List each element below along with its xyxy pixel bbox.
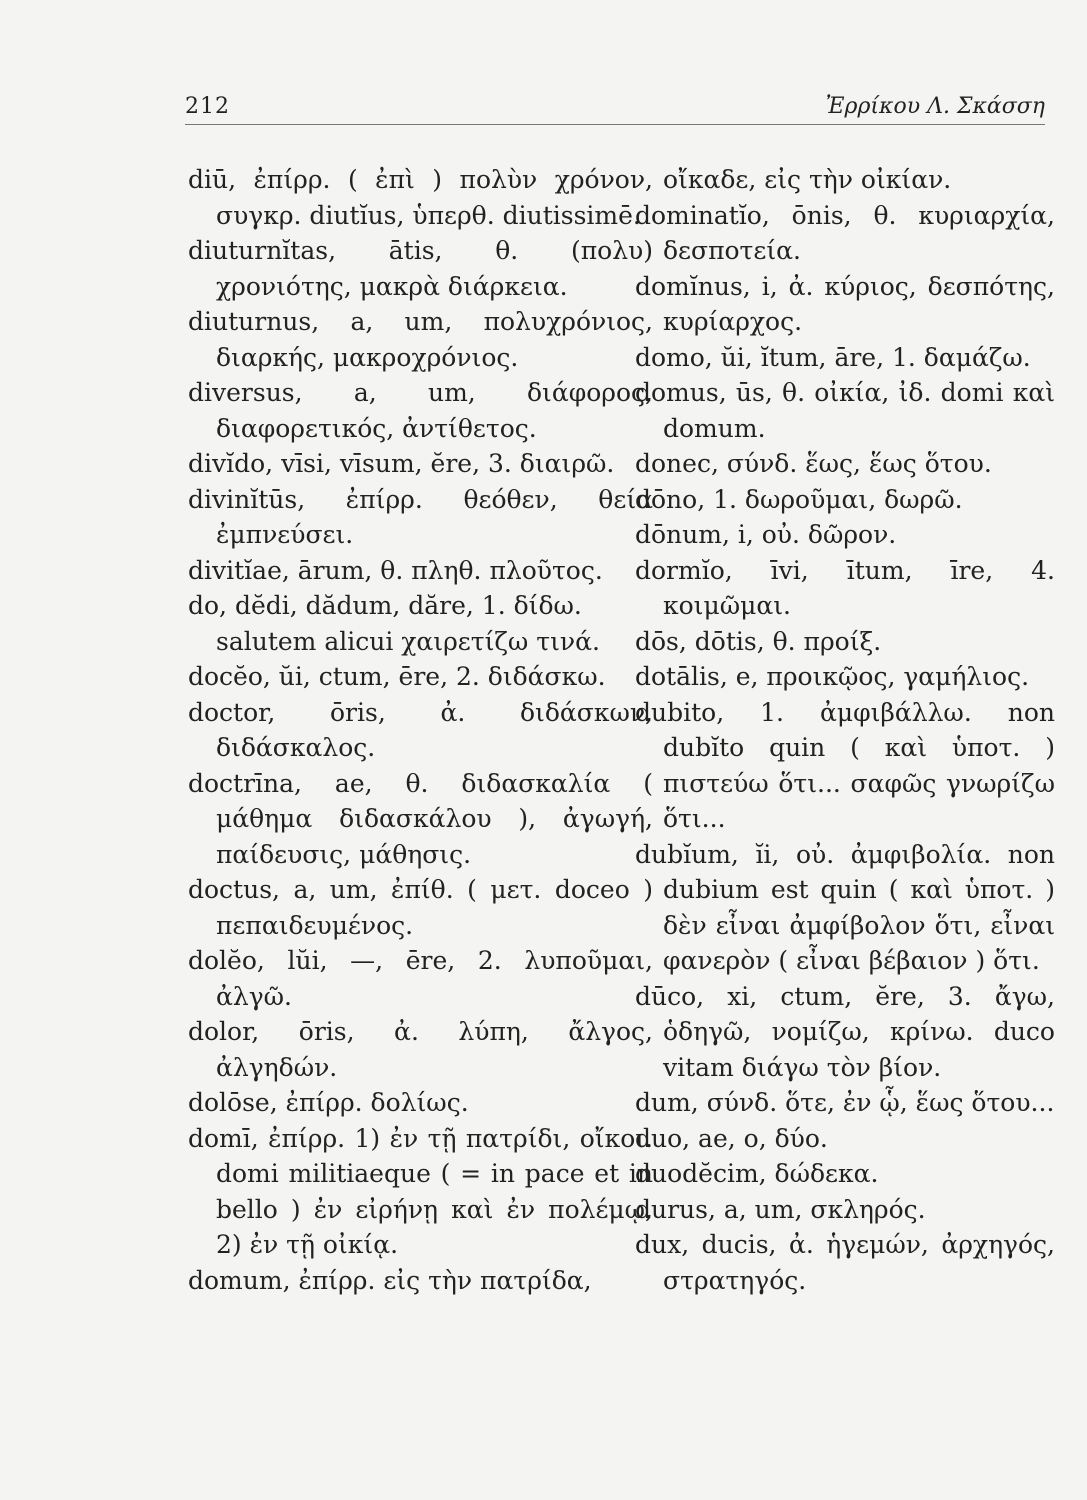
- dictionary-entry: dolor, ōris, ἀ. λύπη, ἄλγος, ἀλγηδών.: [188, 1017, 653, 1082]
- dictionary-entry: duodĕcim, δώδεκα.: [635, 1159, 879, 1188]
- dictionary-entry: domī, ἐπίρρ. 1) ἐν τῇ πατρίδι, οἴκοι. domi militiaeque ( = in pace et in bello ) ἐν εἰρήνῃ καὶ ἐν πολέμῳ, 2) ἐν τῇ οἰκίᾳ.: [188, 1123, 653, 1259]
- right-column: [635, 162, 1055, 1298]
- dictionary-entry: donec, σύνδ. ἕως, ἕως ὅτου.: [635, 449, 992, 478]
- running-title: Ἐρρίκου Λ. Σκάσση: [825, 94, 1045, 119]
- page-number: 212: [185, 94, 230, 119]
- dictionary-entry: diuturnus, a, um, πολυχρόνιος, διαρκής, μακροχρόνιος.: [188, 307, 653, 372]
- page-header: [185, 88, 1045, 125]
- dictionary-entry: do, dĕdi, dădum, dăre, 1. δίδω.: [188, 591, 582, 620]
- dictionary-entry: diversus, a, um, διάφορος, διαφορετικός, ἀντίθετος.: [188, 378, 653, 443]
- dictionary-entry: dōs, dōtis, θ. προίξ.: [635, 626, 882, 656]
- dictionary-entry: diū, ἐπίρρ. ( ἐπὶ ) πολὺν χρόνον, συγκρ. diutĭus, ὑπερθ. diutissimē.: [188, 165, 653, 230]
- dictionary-entry: divĭdo, vīsi, vīsum, ĕre, 3. διαιρῶ.: [188, 449, 615, 478]
- dictionary-entry: doctrīna, ae, θ. διδασκαλία ( μάθημα διδασκάλου ), ἀγωγή, παίδευσις, μάθησις.: [188, 768, 653, 869]
- dictionary-entry: dormĭo, īvi, ītum, īre, 4. κοιμῶμαι.: [635, 555, 1055, 620]
- dictionary-entry: doctus, a, um, ἐπίθ. ( μετ. doceo ) πεπαιδευμένος.: [188, 875, 653, 940]
- dictionary-entry: dotālis, e, προικῷος, γαμήλιος.: [635, 662, 1030, 691]
- dictionary-entry: diuturnĭtas, ātis, θ. (πολυ) χρονιότης, μακρὰ διάρκεια.: [188, 236, 653, 301]
- dictionary-entry: dum, σύνδ. ὅτε, ἐν ᾧ, ἕως ὅτου...: [635, 1088, 1055, 1117]
- dictionary-entry: divitĭae, ārum, θ. πληθ. πλοῦτος.: [188, 555, 603, 585]
- dictionary-entry: dūco, xi, ctum, ĕre, 3. ἄγω, ὁδηγῶ, νομίζω, κρίνω. duco vitam διάγω τὸν βίον.: [635, 981, 1055, 1082]
- dictionary-entry: docĕo, ŭi, ctum, ēre, 2. διδάσκω.: [188, 662, 606, 691]
- dictionary-entry: dominatĭo, ōnis, θ. κυριαρχία, δεσποτεία.: [635, 200, 1055, 265]
- dictionary-entry: domum, ἐπίρρ. εἰς τὴν πατρίδα,: [188, 1265, 592, 1295]
- dictionary-entry: dolōse, ἐπίρρ. δολίως.: [188, 1088, 469, 1117]
- dictionary-entry: domĭnus, i, ἀ. κύριος, δεσπότης, κυρίαρχος.: [635, 271, 1055, 336]
- dictionary-entry: οἴκαδε, εἰς τὴν οἰκίαν.: [663, 165, 952, 194]
- dictionary-entry: dux, ducis, ἀ. ἡγεμών, ἀρχηγός, στρατηγός.: [635, 1230, 1055, 1295]
- dictionary-entry: domo, ŭi, ĭtum, āre, 1. δαμάζω.: [635, 342, 1031, 372]
- dictionary-entry: domus, ūs, θ. οἰκία, ἰδ. domi καὶ domum.: [635, 378, 1055, 443]
- dictionary-entry: dōnum, i, οὐ. δῶρον.: [635, 520, 897, 549]
- dictionary-entry: dōno, 1. δωροῦμαι, δωρῶ.: [635, 484, 963, 514]
- dictionary-entry: durus, a, um, σκληρός.: [635, 1194, 926, 1224]
- dictionary-entry: divinĭtūs, ἐπίρρ. θεόθεν, θεία ἐμπνεύσει.: [188, 484, 653, 549]
- dictionary-entry: dubĭum, ĭi, οὐ. ἀμφιβολία. non dubium est quin ( καὶ ὑποτ. ) δὲν εἶναι ἀμφίβολον ὅτι, εἶναι φανερὸν ( εἶναι βέβαιον ) ὅτι.: [635, 839, 1055, 975]
- dictionary-entry: doctor, ōris, ἀ. διδάσκων, διδάσκαλος.: [188, 697, 653, 762]
- dictionary-entry: dolĕo, lŭi, —, ēre, 2. λυποῦμαι, ἀλγῶ.: [188, 946, 653, 1011]
- dictionary-entry: dubito, 1. ἀμφιβάλλω. non dubĭto quin ( καὶ ὑποτ. ) πιστεύω ὅτι... σαφῶς γνωρίζω ὅτι...: [635, 697, 1055, 833]
- dictionary-entry: duo, ae, o, δύο.: [635, 1123, 828, 1153]
- left-column: [188, 162, 653, 1298]
- dictionary-entry: salutem alicui χαιρετίζω τινά.: [216, 626, 600, 656]
